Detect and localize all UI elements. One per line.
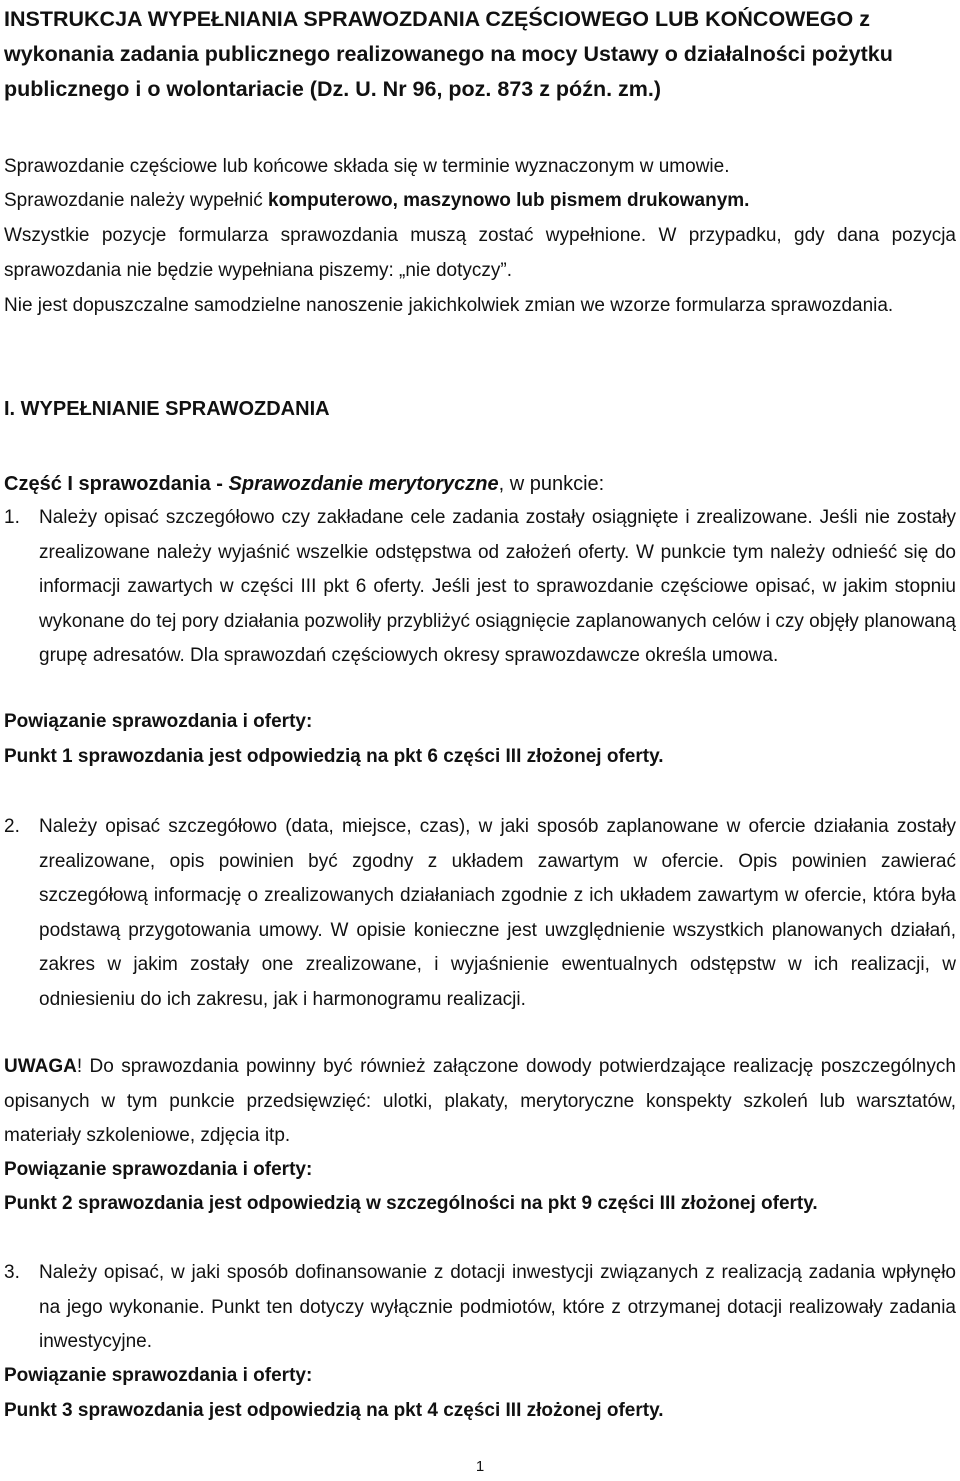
document-title: INSTRUKCJA WYPEŁNIANIA SPRAWOZDANIA CZĘŚCIOWEGO LUB KOŃCOWEGO z wykonania zadania publicznego realizowanego na mocy Ustawy o działalności pożytku publicznego i o wolontariacie (Dz. U. Nr 96, poz. 873 z późn. zm.) [4,7,893,101]
list-item-text: Należy opisać szczegółowo czy zakładane cele zadania zostały osiągnięte i zrealizowane. Jeśli nie zostały zrealizowane należy wyjaśnić wszelkie odstępstwa od założeń oferty. W punkcie tym należy odnieść się do informacji zawartych w części III pkt 6 oferty. Jeśli jest to sprawozdanie częściowe opisać, w jakim stopniu wykonane do tej pory działania pozwoliły przybliżyć osiągnięcie zaplanowanych celów i czy objęły planowaną grupę adresatów. Dla sprawozdań częściowych okresy sprawozdawcze określa umowa. [39,507,956,666]
relation-text-3: Punkt 3 sprawozdania jest odpowiedzią na pkt 4 części III złożonej oferty. [4,1400,664,1421]
intro-line-2-text: Sprawozdanie należy wypełnić [4,190,269,211]
uwaga-text: ! Do sprawozdania powinny być również załączone dowody potwierdzające realizację poszczególnych opisanych w tym punkcie przedsięwzięć: ulotki, plakaty, merytoryczne konspekty szkoleń lub warsztatów, materiały szkoleniowe, zdjęcia itp. [4,1056,956,1146]
list-item-3 [4,1256,956,1360]
page-number: 1 [475,1458,485,1475]
list-item-number: 2. [4,816,20,837]
part-heading-b: Sprawozdanie merytoryczne [228,473,499,495]
part-heading [4,467,604,501]
relation-label-3: Powiązanie sprawozdania i oferty: [4,1365,313,1386]
section-heading: I. WYPEŁNIANIE SPRAWOZDANIA [4,398,330,420]
part-heading-c: , w punkcie: [498,473,605,495]
relation-label-2: Powiązanie sprawozdania i oferty: [4,1159,313,1180]
uwaga-paragraph [4,1050,956,1154]
intro-line-2 [4,184,956,219]
list-item-number: 3. [4,1262,20,1283]
relation-text-1: Punkt 1 sprawozdania jest odpowiedzią na pkt 6 części III złożonej oferty. [4,746,664,767]
intro-line-4: Nie jest dopuszczalne samodzielne nanoszenie jakichkolwiek zmian we wzorze formularza sprawozdania. [4,295,894,316]
relation-text-2: Punkt 2 sprawozdania jest odpowiedzią w szczególności na pkt 9 części III złożonej oferty. [4,1193,818,1214]
uwaga-label: UWAGA [4,1056,77,1077]
intro-line-2-bold: komputerowo, maszynowo lub pismem drukowanym. [268,190,750,211]
list-item-text: Należy opisać, w jaki sposób dofinansowanie z dotacji inwestycji związanych z realizacją zadania wpłynęło na jego wykonanie. Punkt ten dotyczy wyłącznie podmiotów, które z otrzymanej dotacji realizowały zadania inwestycyjne. [39,1262,956,1352]
list-item-2 [4,810,956,1017]
list-item-text: Należy opisać szczegółowo (data, miejsce, czas), w jaki sposób zaplanowane w ofercie działania zostały zrealizowane, opis powinien być zgodny z układem zawartym w ofercie. Opis powinien zawierać szczegółową informację o zrealizowanych działaniach zgodnie z ich układem zawartym w ofercie, która była podstawą przygotowania umowy. W opisie konieczne jest uwzględnienie wszystkich planowanych działań, zakres w jakim zostały one zrealizowane, i wyjaśnienie ewentualnych odstępstw w ich realizacji, w odniesieniu do ich zakresu, jak i harmonogramu realizacji. [39,816,956,1010]
list-item-1 [4,501,956,674]
relation-label-1: Powiązanie sprawozdania i oferty: [4,711,313,732]
list-item-number: 1. [4,507,20,528]
part-heading-a: Część I sprawozdania - [4,473,229,495]
intro-line-1: Sprawozdanie częściowe lub końcowe składa się w terminie wyznaczonym w umowie. [4,156,730,177]
intro-line-3: Wszystkie pozycje formularza sprawozdania muszą zostać wypełnione. W przypadku, gdy dana pozycja sprawozdania nie będzie wypełniana piszemy: „nie dotyczy”. [4,225,956,281]
